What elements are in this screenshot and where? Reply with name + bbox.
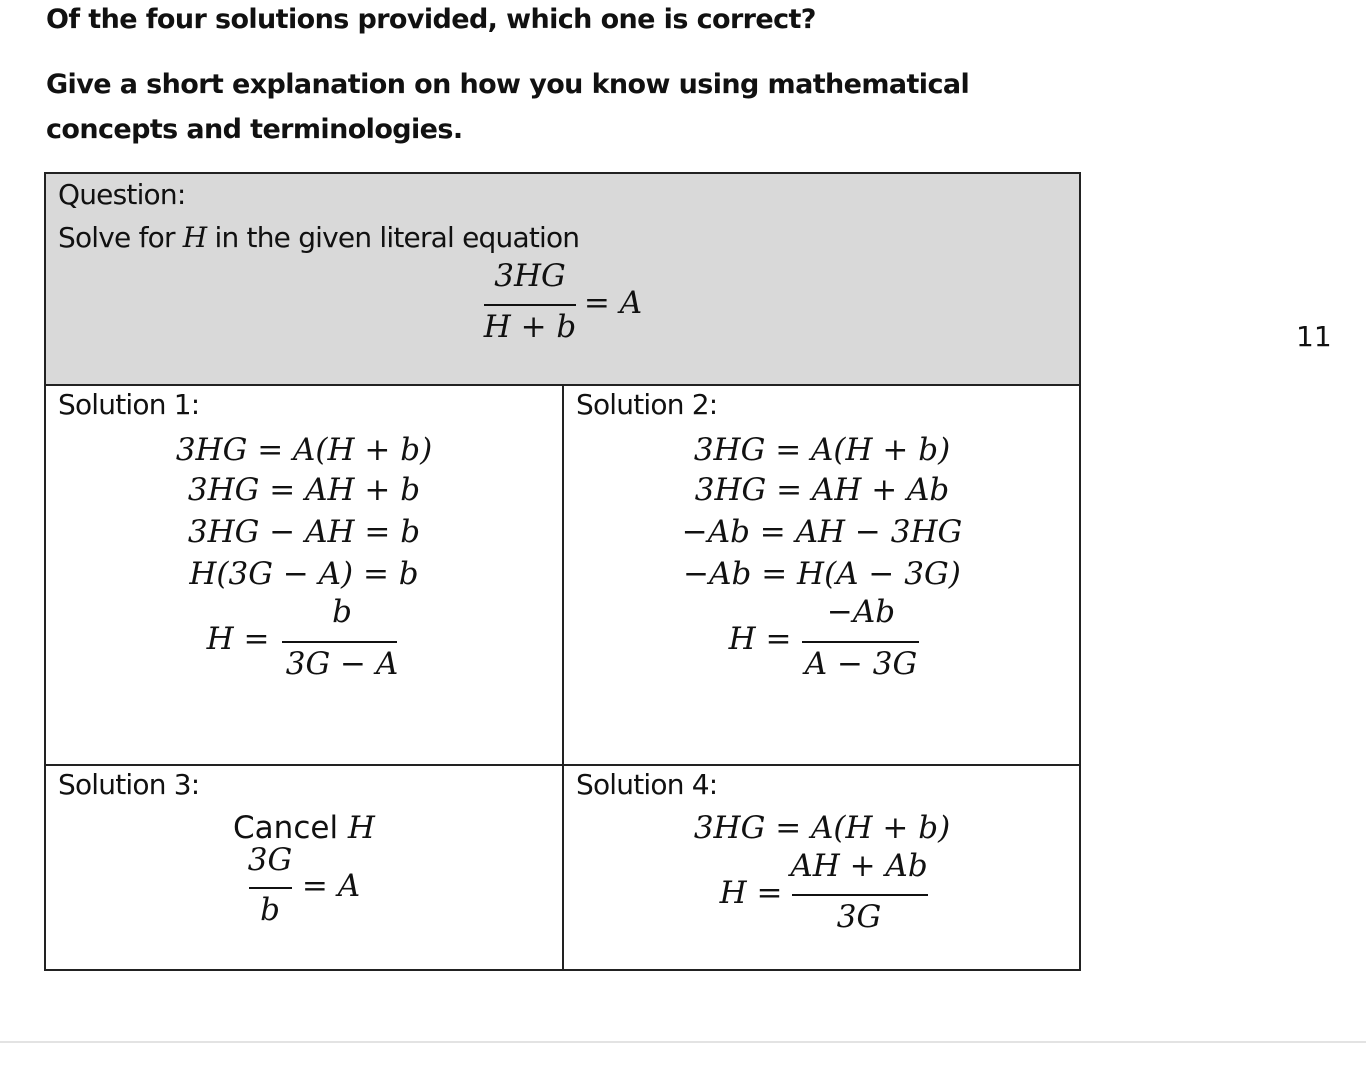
solution-4-final-denominator: 3G [836, 899, 882, 935]
solution-1-step-2: 3HG = AH + b [187, 472, 421, 508]
solution-2-step-1: 3HG = A(H + b) [693, 432, 951, 468]
solution-2-step-3: −Ab = AH − 3HG [681, 514, 963, 550]
question-cell [46, 174, 1079, 386]
page-number: 11 [1296, 320, 1332, 353]
solution-1-label: Solution 1: [58, 388, 200, 421]
bottom-divider [0, 1041, 1366, 1043]
solution-2-final-numerator: −Ab [826, 594, 896, 630]
solution-4-fraction-bar [792, 894, 928, 896]
solutions-table [44, 172, 1081, 971]
solution-1-final-lhs: H = [206, 621, 270, 657]
solution-4-final-lhs: H = [719, 875, 783, 911]
solution-3-cancel-var: H [347, 810, 375, 846]
solution-1-final-denominator: 3G − A [285, 646, 399, 682]
solution-3-cancel-line [233, 810, 375, 846]
instruction-line-1: Of the four solutions provided, which one is correct? [46, 4, 816, 35]
instruction-line-3: concepts and terminologies. [46, 114, 463, 145]
question-eq-denominator: H + b [483, 309, 577, 345]
solution-4-step-1: 3HG = A(H + b) [693, 810, 951, 846]
solution-2-step-2: 3HG = AH + Ab [694, 472, 950, 508]
solution-4-cell [564, 766, 1079, 969]
solution-1-cell [46, 386, 564, 766]
solution-3-final-rhs: = A [301, 868, 361, 904]
solution-1-step-3: 3HG − AH = b [187, 514, 421, 550]
instruction-line-2: Give a short explanation on how you know using mathematical [46, 69, 970, 100]
question-eq-fraction-bar [484, 304, 576, 306]
question-prompt [58, 221, 579, 254]
solution-4-final-numerator: AH + Ab [790, 848, 928, 884]
solution-2-label: Solution 2: [576, 388, 718, 421]
solution-4-label: Solution 4: [576, 768, 718, 801]
question-prompt-before: Solve for [58, 221, 183, 254]
question-prompt-var: H [182, 221, 207, 254]
question-label: Question: [58, 178, 186, 211]
solution-1-step-1: 3HG = A(H + b) [175, 432, 433, 468]
solution-1-final-numerator: b [332, 594, 352, 630]
solution-1-fraction-bar [282, 641, 397, 643]
solution-3-final-denominator: b [260, 892, 280, 928]
solution-2-final-lhs: H = [728, 621, 792, 657]
solution-2-cell [564, 386, 1079, 766]
solution-3-fraction-bar [249, 887, 292, 889]
question-eq-numerator: 3HG [494, 258, 566, 294]
solution-3-cell [46, 766, 564, 969]
question-eq-rhs: = A [583, 285, 643, 321]
solution-3-label: Solution 3: [58, 768, 200, 801]
solution-1-step-4: H(3G − A) = b [189, 556, 419, 592]
solution-3-cancel-text: Cancel [233, 810, 348, 846]
solution-2-final-denominator: A − 3G [804, 646, 918, 682]
solution-3-final-numerator: 3G [247, 842, 293, 878]
solution-2-step-4: −Ab = H(A − 3G) [683, 556, 961, 592]
solution-2-fraction-bar [802, 641, 919, 643]
question-prompt-after: in the given literal equation [206, 221, 580, 254]
